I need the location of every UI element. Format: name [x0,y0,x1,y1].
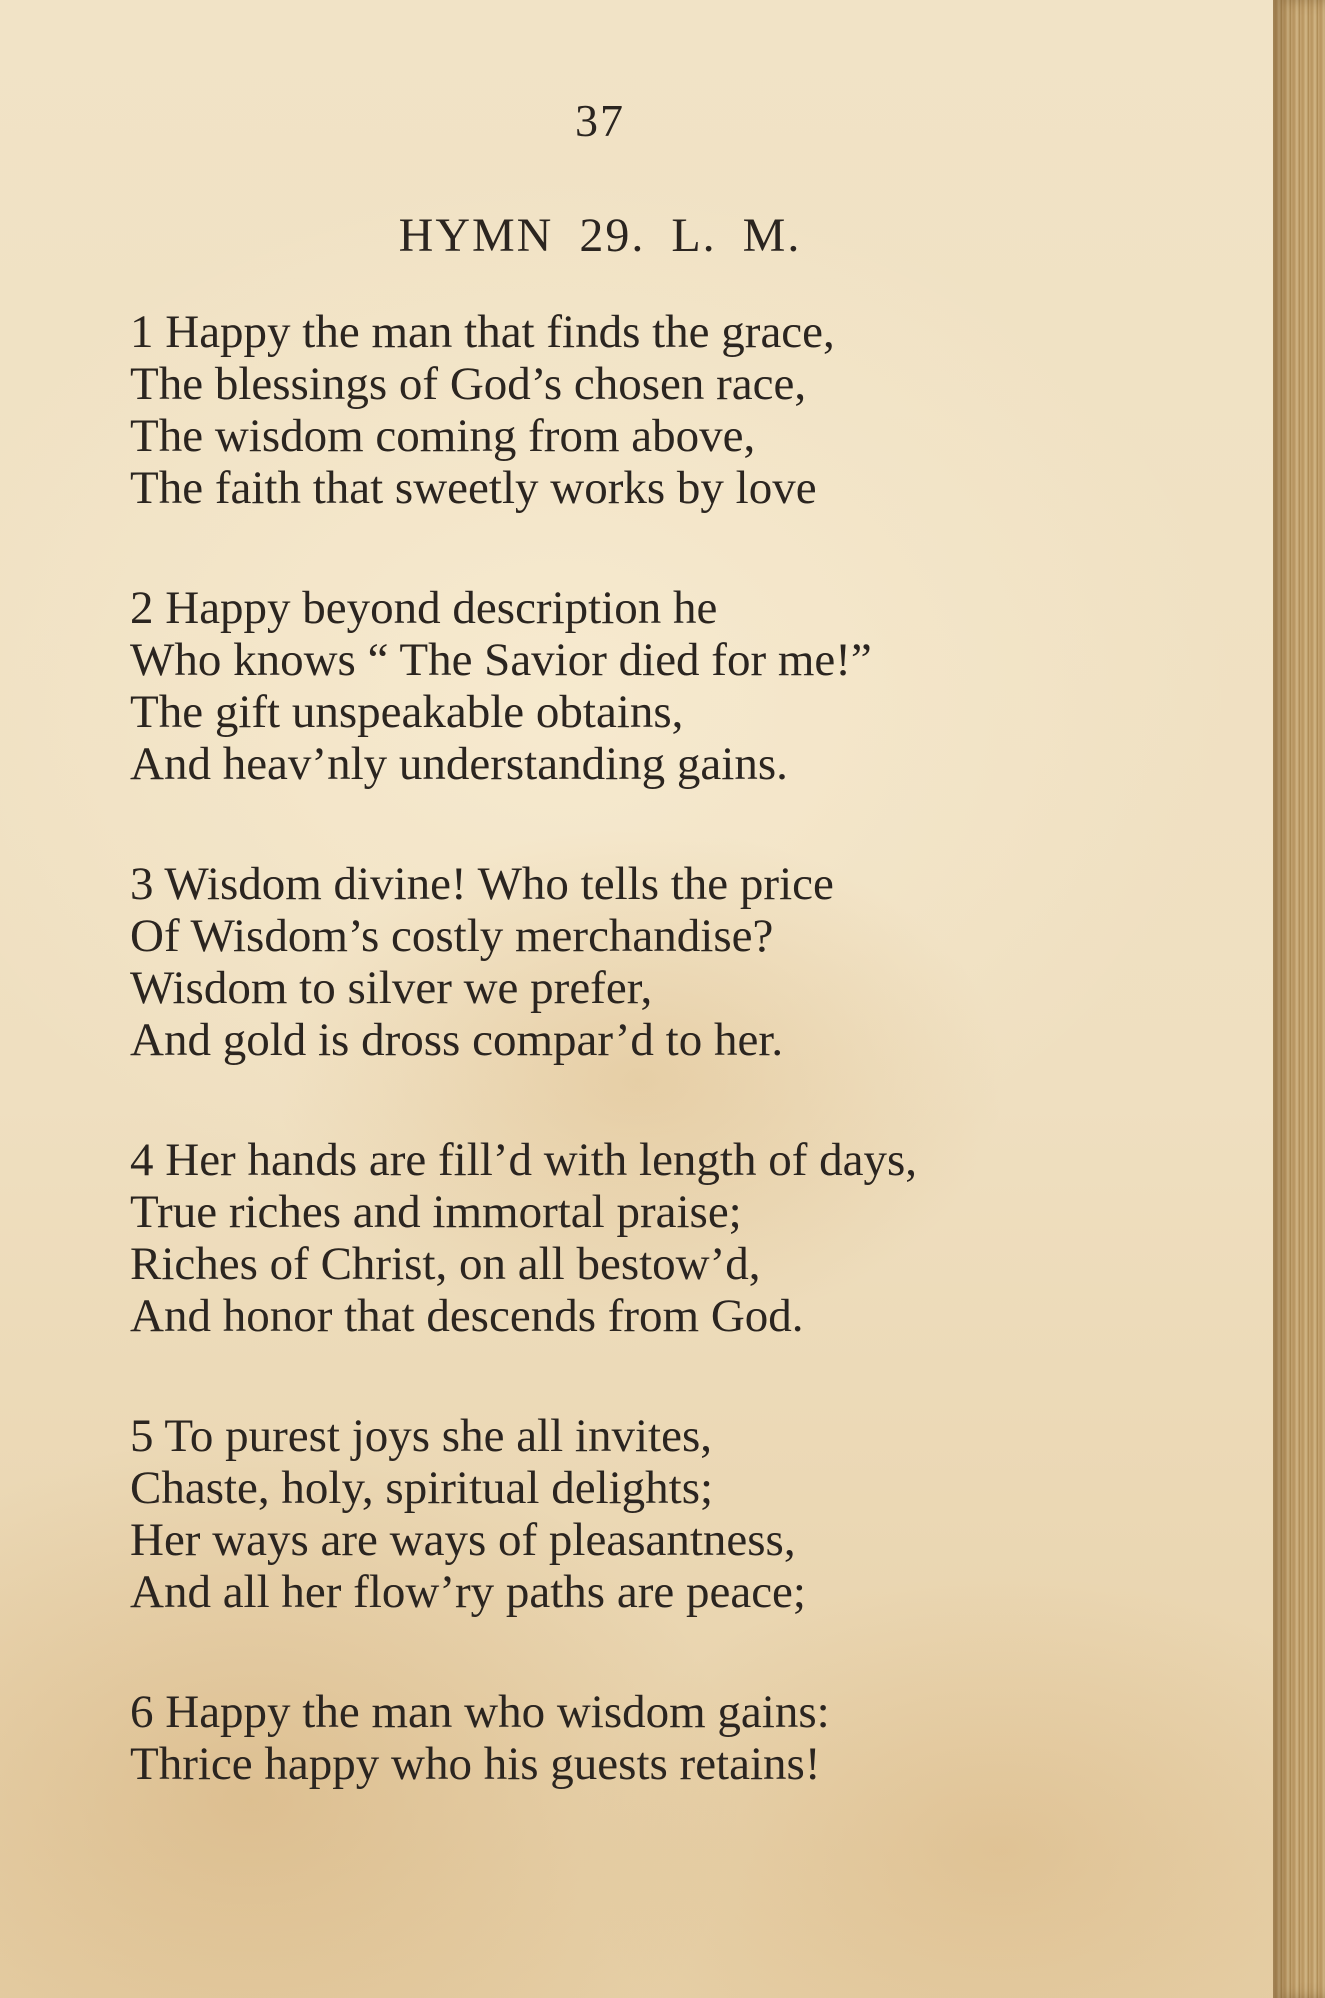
stanza-line: Chaste, holy, spiritual delights; [130,1462,714,1514]
stanza-gap [130,514,1130,582]
stanza-3 [130,858,1130,1066]
page-number: 37 [575,95,625,146]
stanza-gap [130,1342,1130,1410]
stanza-line: The gift unspeakable obtains, [130,686,684,738]
stanza-line: And heav’nly understanding gains. [130,738,788,790]
stanza-line: 6 Happy the man who wisdom gains: [130,1686,830,1738]
stanza-4 [130,1134,1130,1342]
stanza-2 [130,582,1130,790]
stanza-5 [130,1410,1130,1618]
stanza-line: Wisdom to silver we prefer, [130,962,653,1014]
hymn-title: HYMN 29. L. M. [398,209,802,262]
stanza-line: The blessings of God’s chosen race, [130,358,807,410]
stanza-line: And gold is dross compar’d to her. [130,1014,784,1066]
stanza-line: Riches of Christ, on all bestow’d, [130,1238,761,1290]
stanza-line: Thrice happy who his guests retains! [130,1738,821,1790]
stanza-line: 1 Happy the man that finds the grace, [130,306,835,358]
stanza-line: Her ways are ways of pleasantness, [130,1514,796,1566]
stanza-line: 4 Her hands are fill’d with length of days, [130,1134,918,1186]
book-spine-edge [1273,0,1325,1998]
stanza-6 [130,1686,1130,1790]
stanza-line: And all her flow’ry paths are peace; [130,1566,806,1618]
stanza-line: Of Wisdom’s costly merchandise? [130,910,774,962]
stanza-gap [130,1618,1130,1686]
stanza-1 [130,306,1130,514]
stanza-line: Who knows “ The Savior died for me!” [130,634,872,686]
stanza-gap [130,1066,1130,1134]
stanza-line: The faith that sweetly works by love [130,462,817,514]
stanza-line: 3 Wisdom divine! Who tells the price [130,858,834,910]
stanza-line: 2 Happy beyond description he [130,582,718,634]
stanza-line: 5 To purest joys she all invites, [130,1410,712,1462]
hymn-body [130,306,1130,1790]
stanza-line: True riches and immortal praise; [130,1186,742,1238]
stanza-line: And honor that descends from God. [130,1290,804,1342]
stanza-line: The wisdom coming from above, [130,410,756,462]
stanza-gap [130,790,1130,858]
